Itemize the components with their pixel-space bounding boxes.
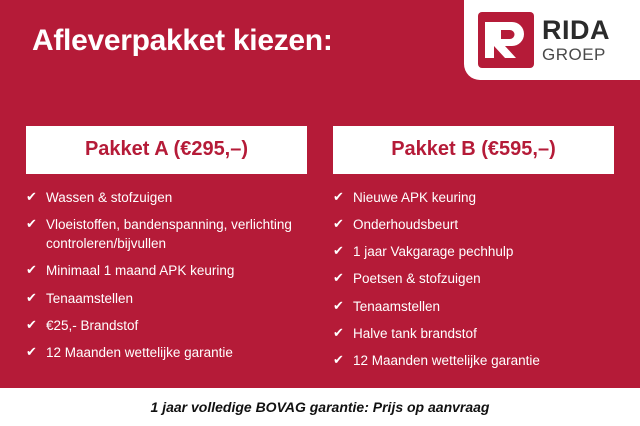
list-item [333,242,614,261]
list-item-label: Minimaal 1 maand APK keuring [46,263,235,279]
check-icon: ✔ [26,189,37,204]
package-b-feature-list [333,188,614,370]
check-icon: ✔ [333,270,344,286]
list-item [26,316,307,335]
check-icon: ✔ [26,343,37,359]
list-item [26,215,307,253]
page-title: Afleverpakket kiezen: [32,24,333,57]
list-item-label: Poetsen & stofzuigen [353,271,481,287]
package-a-feature-list [26,188,307,362]
check-icon: ✔ [26,216,37,232]
list-item [333,297,614,316]
list-item [26,289,307,308]
list-item-label: Nieuwe APK keuring [353,190,477,205]
list-item [333,188,614,207]
list-item [26,343,307,362]
list-item-label: Vloeistoffen, bandenspanning, verlichting controleren/bijvullen [46,217,292,252]
list-item-label: Halve tank brandstof [353,325,477,341]
list-item [333,269,614,288]
list-item [333,351,614,370]
brand-logo [464,0,640,80]
check-icon: ✔ [333,351,344,367]
check-icon: ✔ [333,189,344,204]
check-icon: ✔ [26,289,37,305]
list-item [333,215,614,234]
list-item-label: €25,- Brandstof [46,317,139,333]
package-column-a [26,126,307,378]
list-item-label: Wassen & stofzuigen [46,190,173,205]
list-item-label: Tenaamstellen [46,290,134,306]
list-item-label: 1 jaar Vakgarage pechhulp [353,244,514,260]
rida-r-icon [478,12,534,68]
list-item [26,188,307,207]
list-item [26,261,307,280]
package-a-header: Pakket A (€295,–) [26,126,307,174]
list-item-label: Tenaamstellen [353,298,441,314]
package-column-b [333,126,614,378]
check-icon: ✔ [26,262,37,278]
footer-bar [0,388,640,426]
list-item-label: 12 Maanden wettelijke garantie [46,344,233,360]
check-icon: ✔ [333,324,344,340]
list-item-label: 12 Maanden wettelijke garantie [353,352,540,368]
check-icon: ✔ [333,243,344,259]
logo-subtitle: GROEP [542,45,606,64]
logo-name: RIDA [542,15,610,45]
package-columns [0,126,640,378]
footer-text: 1 jaar volledige BOVAG garantie: Prijs op aanvraag [150,399,490,415]
package-b-header: Pakket B (€595,–) [333,126,614,174]
check-icon: ✔ [26,316,37,332]
check-icon: ✔ [333,216,344,232]
list-item-label: Onderhoudsbeurt [353,217,459,233]
list-item [333,324,614,343]
check-icon: ✔ [333,297,344,313]
